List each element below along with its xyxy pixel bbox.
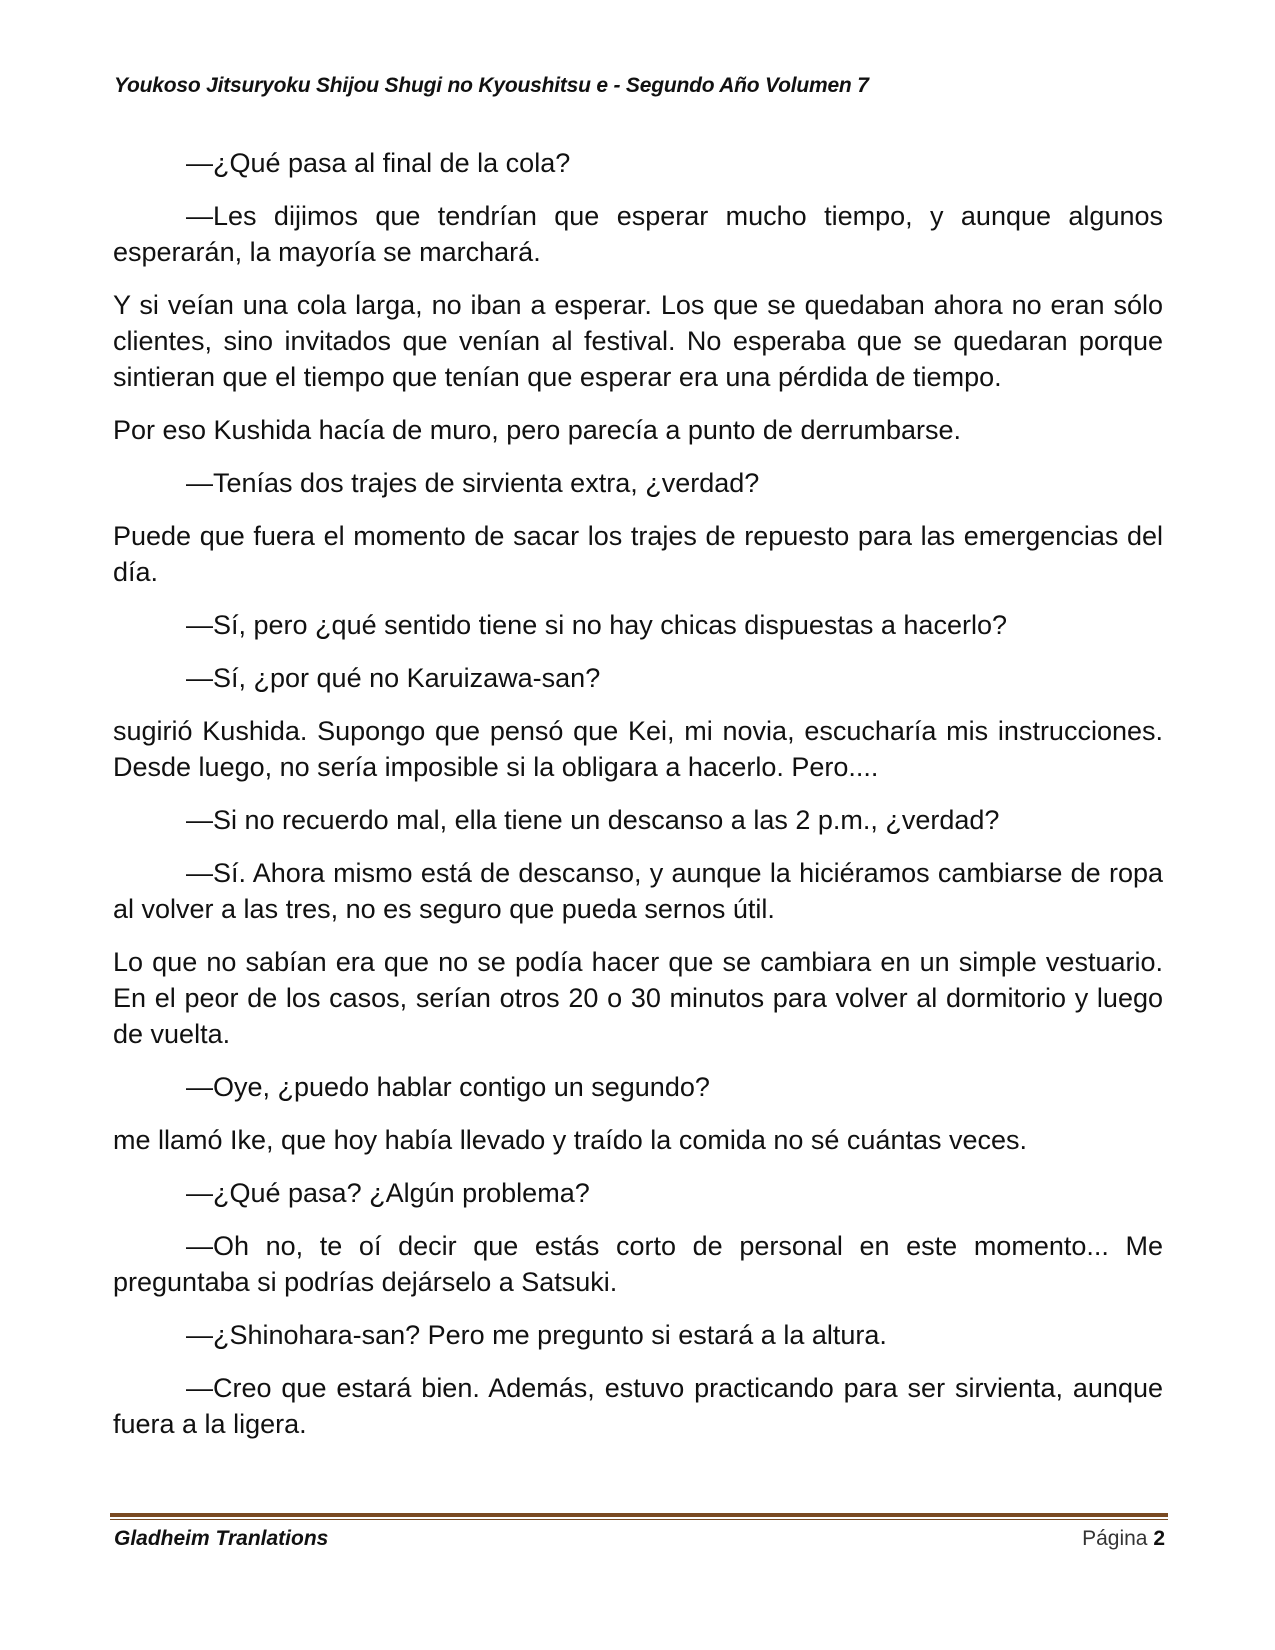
paragraph: Lo que no sabían era que no se podía hacer que se cambiara en un simple vestuario. En el peor de los casos, serían otros 20 o 30 minutos para volver al dormitorio y luego de vuelta.	[113, 947, 1163, 1049]
page-label: Página	[1082, 1527, 1148, 1550]
page-number: 2	[1153, 1527, 1165, 1550]
footer-publisher: Gladheim Tranlations	[114, 1527, 329, 1550]
page-body	[113, 145, 1163, 1459]
paragraph: —Sí, ¿por qué no Karuizawa-san?	[186, 663, 601, 693]
paragraph: —Sí. Ahora mismo está de descanso, y aunque la hiciéramos cambiarse de ropa al volver a las tres, no es seguro que pueda sernos útil.	[113, 858, 1163, 924]
paragraph: Por eso Kushida hacía de muro, pero parecía a punto de derrumbarse.	[113, 415, 962, 445]
paragraph: —Oh no, te oí decir que estás corto de personal en este momento... Me preguntaba si podrías dejárselo a Satsuki.	[113, 1231, 1163, 1297]
paragraph: Puede que fuera el momento de sacar los trajes de repuesto para las emergencias del día.	[113, 521, 1163, 587]
paragraph: —Sí, pero ¿qué sentido tiene si no hay chicas dispuestas a hacerlo?	[186, 610, 1007, 640]
paragraph: Y si veían una cola larga, no iban a esperar. Los que se quedaban ahora no eran sólo clientes, sino invitados que venían al festival. No esperaba que se quedaran porque sintieran que el tiempo que tenían que esperar era una pérdida de tiempo.	[113, 290, 1163, 392]
paragraph: sugirió Kushida. Supongo que pensó que Kei, mi novia, escucharía mis instrucciones. Desde luego, no sería imposible si la obligara a hacerlo. Pero....	[113, 716, 1163, 782]
paragraph: —¿Qué pasa al final de la cola?	[186, 148, 571, 178]
paragraph: —Tenías dos trajes de sirvienta extra, ¿verdad?	[186, 468, 760, 498]
paragraph: —¿Shinohara-san? Pero me pregunto si estará a la altura.	[186, 1320, 887, 1350]
paragraph: —Creo que estará bien. Además, estuvo practicando para ser sirvienta, aunque fuera a la ligera.	[113, 1373, 1163, 1439]
paragraph: —Les dijimos que tendrían que esperar mucho tiempo, y aunque algunos esperarán, la mayoría se marchará.	[113, 201, 1163, 267]
footer-page-indicator	[1082, 1527, 1165, 1551]
paragraph: —Oye, ¿puedo hablar contigo un segundo?	[186, 1072, 710, 1102]
paragraph: —Si no recuerdo mal, ella tiene un descanso a las 2 p.m., ¿verdad?	[186, 805, 1000, 835]
paragraph: —¿Qué pasa? ¿Algún problema?	[186, 1178, 590, 1208]
paragraph: me llamó Ike, que hoy había llevado y traído la comida no sé cuántas veces.	[113, 1125, 1028, 1155]
footer-divider	[110, 1513, 1168, 1520]
page-header-title: Youkoso Jitsuryoku Shijou Shugi no Kyoushitsu e - Segundo Año Volumen 7	[114, 74, 869, 97]
